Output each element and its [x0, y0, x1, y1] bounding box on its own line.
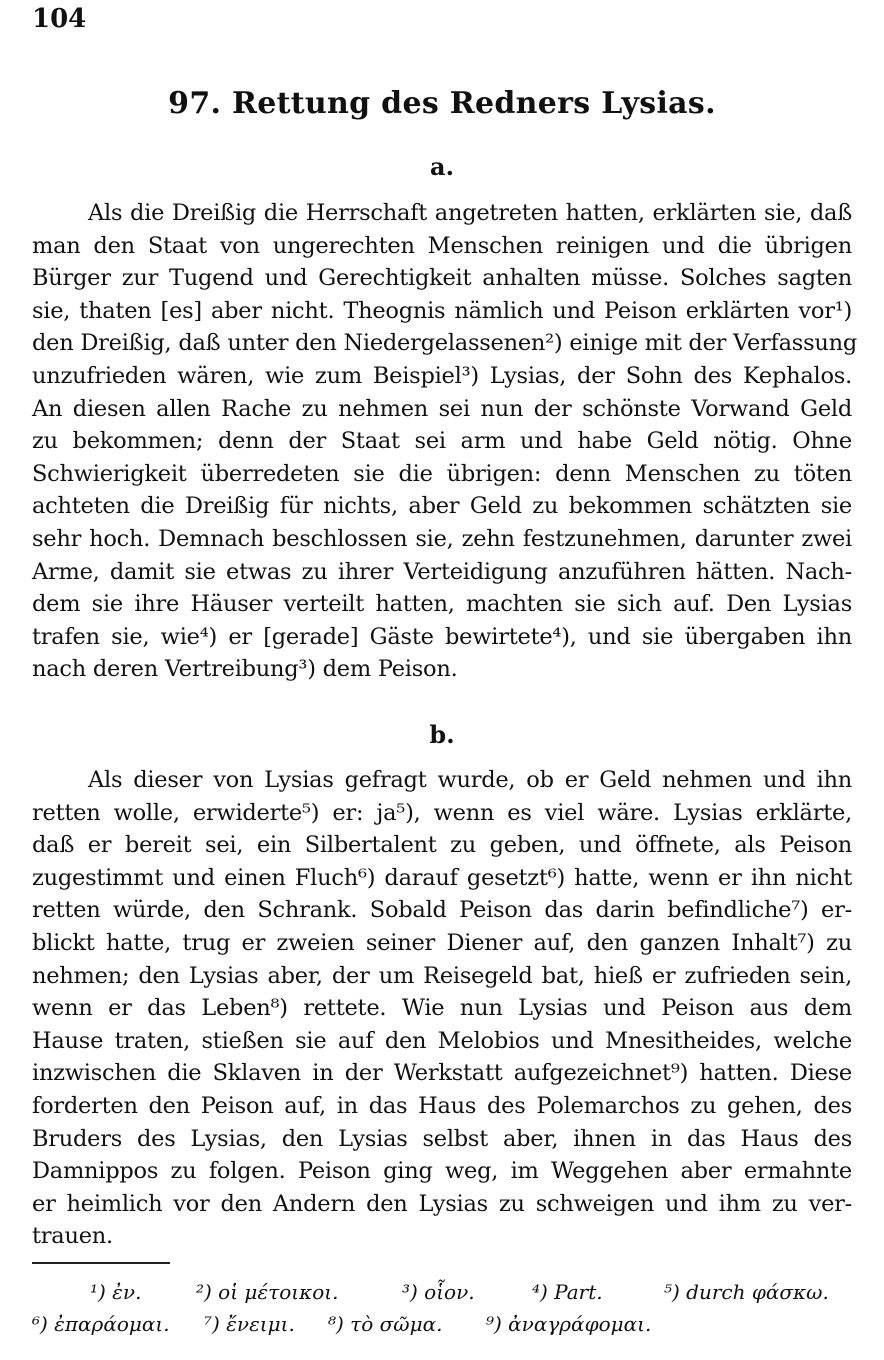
text-line: Damnippos zu folgen. Peison ging weg, im Weggehen aber ermahnte [32, 1158, 852, 1185]
text-line: zu bekommen; denn der Staat sei arm und habe Geld nötig. Ohne [32, 428, 852, 455]
text-line: Hause traten, stießen sie auf den Melobios und Mnesitheides, welche [32, 1027, 852, 1054]
text-line: unzufrieden wären, wie zum Beispiel³) Lysias, der Sohn des Kephalos. [32, 362, 852, 389]
text-line: dem sie ihre Häuser verteilt hatten, machten sie sich auf. Den Lysias [32, 591, 852, 618]
section-a-label: a. [430, 152, 454, 181]
text-line: zugestimmt und einen Fluch⁶) darauf gesetzt⁶) hatte, wenn er ihn nicht [32, 864, 852, 891]
text-line: achteten die Dreißig für nichts, aber Geld zu bekommen schätzten sie [32, 493, 852, 520]
text-line: Schwierigkeit überredeten sie die übrigen: denn Menschen zu töten [32, 460, 852, 487]
text-line: retten würde, den Schrank. Sobald Peison das darin befindliche⁷) er- [32, 897, 852, 924]
text-line: blickt hatte, trug er zweien seiner Diener auf, den ganzen Inhalt⁷) zu [32, 929, 852, 956]
section-a-paragraph [32, 197, 858, 686]
text-line: inzwischen die Sklaven in der Werkstatt aufgezeichnet⁹) hatten. Diese [32, 1060, 852, 1087]
text-line: trafen sie, wie⁴) er [gerade] Gäste bewirtete⁴), und sie übergaben ihn [32, 623, 852, 650]
text-line: Als dieser von Lysias gefragt wurde, ob er Geld nehmen und ihn [88, 767, 852, 793]
text-line: Bürger zur Tugend und Gerechtigkeit anhalten müsse. Solches sagten [32, 265, 852, 292]
footnote-7: ⁷) ἔνειμι. [204, 1312, 295, 1336]
text-line: sehr hoch. Demnach beschlossen sie, zehn festzunehmen, darunter zwei [32, 525, 852, 552]
text-line: Arme, damit sie etwas zu ihrer Verteidigung anzuführen hätten. Nach- [32, 558, 852, 585]
footnote-2: ²) οἱ μέτοικοι. [196, 1280, 339, 1304]
text-line: trauen. [32, 1223, 113, 1250]
footnote-6: ⁶) ἐπαράομαι. [32, 1312, 170, 1336]
text-line: man den Staat von ungerechten Menschen reinigen und die übrigen [32, 232, 852, 259]
footnote-5: ⁵) durch φάσκω. [664, 1280, 829, 1304]
footnote-divider [32, 1262, 170, 1264]
footnote-1: ¹) ἐν. [90, 1280, 142, 1304]
text-line: nehmen; den Lysias aber, der um Reisegeld bat, hieß er zufrieden sein, [32, 962, 852, 989]
section-b-paragraph [32, 764, 852, 1253]
text-line: den Dreißig, daß unter den Niedergelassenen²) einige mit der Verfassung [32, 330, 858, 357]
text-line: nach deren Vertreibung³) dem Peison. [32, 656, 458, 683]
text-line: daß er bereit sei, ein Silbertalent zu geben, und öffnete, als Peison [32, 832, 852, 859]
footnote-9: ⁹) ἀναγράφομαι. [486, 1312, 652, 1336]
footnote-8: ⁸) τὸ σῶμα. [328, 1312, 443, 1336]
text-line: sie, thaten [es] aber nicht. Theognis nämlich und Peison erklärten vor¹) [32, 297, 852, 324]
chapter-title: 97. Rettung des Redners Lysias. [168, 86, 716, 121]
section-b-label: b. [429, 720, 455, 749]
text-line: er heimlich vor den Andern den Lysias zu schweigen und ihm zu ver- [32, 1190, 852, 1217]
page-number: 104 [32, 4, 87, 34]
text-line: retten wolle, erwiderte⁵) er: ja⁵), wenn es viel wäre. Lysias erklärte, [32, 799, 852, 826]
text-line: forderten den Peison auf, in das Haus des Polemarchos zu gehen, des [32, 1092, 852, 1119]
text-line: Bruders des Lysias, den Lysias selbst aber, ihnen in das Haus des [32, 1125, 852, 1152]
footnote-4: ⁴) Part. [532, 1280, 603, 1304]
text-line: Als die Dreißig die Herrschaft angetreten hatten, erklärten sie, daß [88, 200, 852, 226]
footnote-3: ³) οἷον. [402, 1280, 475, 1304]
text-line: An diesen allen Rache zu nehmen sei nun der schönste Vorwand Geld [32, 395, 852, 422]
text-line: wenn er das Leben⁸) rettete. Wie nun Lysias und Peison aus dem [32, 995, 852, 1022]
